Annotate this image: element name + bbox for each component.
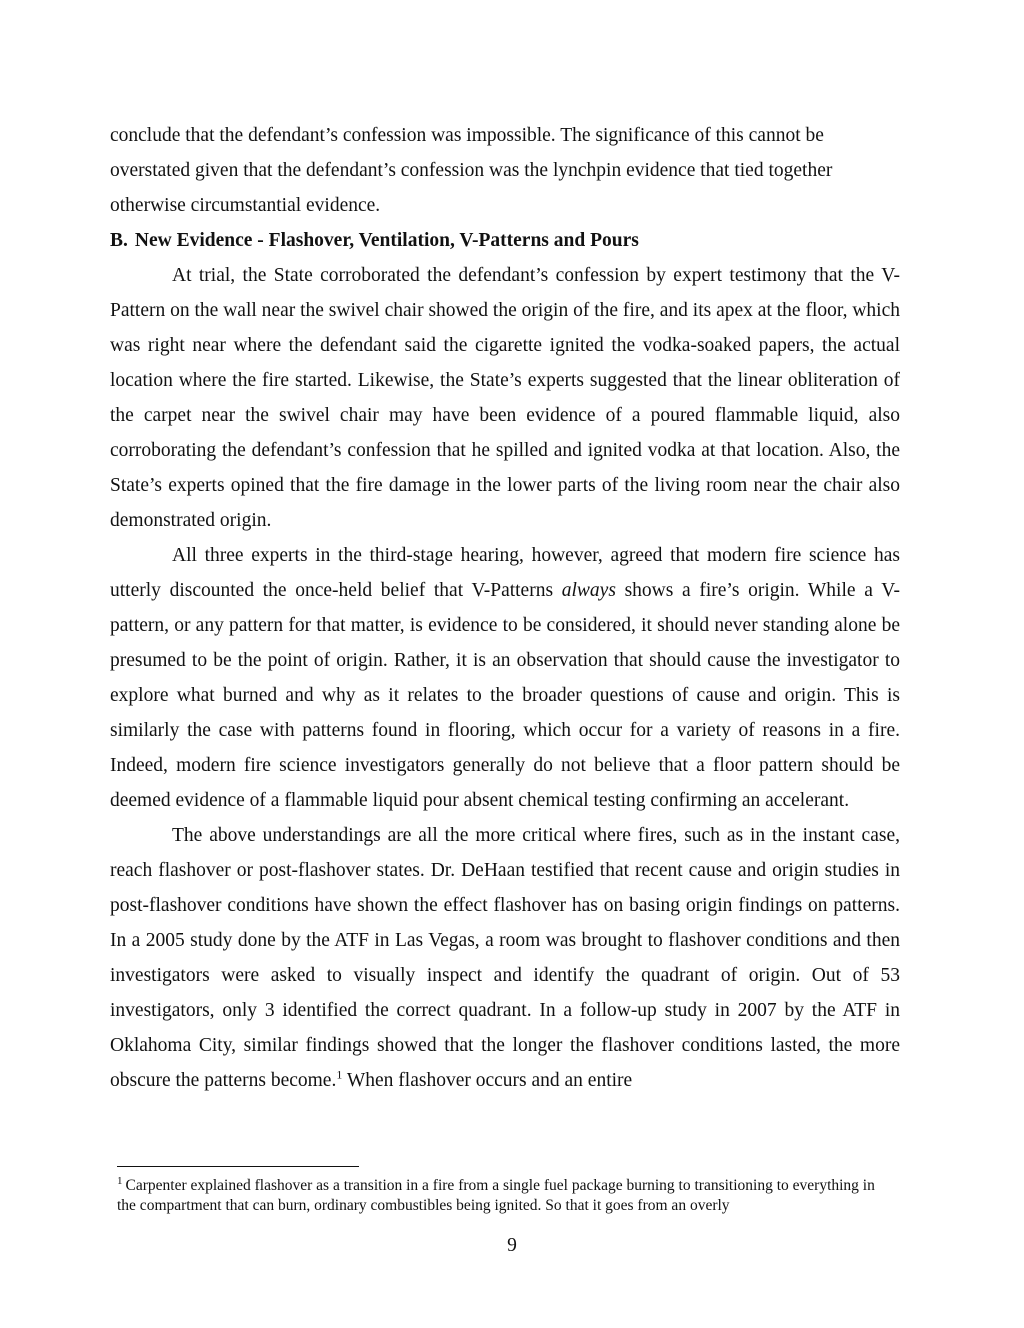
footnote-separator [117,1166,359,1167]
paragraph-flashover [110,818,900,1098]
paragraph-text-part: All three experts in the third-stage hearing, however, agreed that modern fire science has utterly discounted the once-held belief that V-Patterns [110,545,900,601]
paragraph-trial-evidence: At trial, the State corroborated the defendant’s confession by expert testimony that the V-Pattern on the wall near the swivel chair showed the origin of the fire, and its apex at the floor, which was right near where the defendant said the cigarette ignited the vodka-soaked papers, the actual location where the fire started. Likewise, the State’s experts suggested that the linear obliteration of the carpet near the swivel chair may have been evidence of a poured flammable liquid, also corroborating the defendant’s confession that he spilled and ignited vodka at that location. Also, the State’s experts opined that the fire damage in the lower parts of the living room near the chair also demonstrated origin. [110,265,900,531]
footnote-reference[interactable]: 1 [336,1067,343,1082]
paragraph-expert-agreement [110,538,900,818]
section-heading-text: New Evidence - Flashover, Ventilation, V-Patterns and Pours [134,230,639,251]
footnote-text: Carpenter explained flashover as a transition in a fire from a single fuel package burning to transitioning to everything in the compartment that can burn, ordinary combustibles being ignited. So that it goes from an overly [117,1177,875,1214]
body-text [110,118,900,1098]
section-heading [110,223,900,258]
paragraph-text-part: The above understandings are all the more critical where fires, such as in the instant case, reach flashover or post-flashover states. Dr. DeHaan testified that recent cause and origin studies in post-flashover conditions have shown the effect flashover has on basing origin findings on patterns. In a 2005 study done by the ATF in Las Vegas, a room was brought to flashover conditions and then investigators were asked to visually inspect and identify the quadrant of origin. Out of 53 investigators, only 3 identified the correct quadrant. In a follow-up study in 2007 by the ATF in Oklahoma City, similar findings showed that the longer the flashover conditions lasted, the more obscure the patterns become. [110,825,900,1091]
emphasized-word: always [561,580,616,601]
paragraph-text-part: shows a fire’s origin. While a V-pattern, or any pattern for that matter, is evidence to be considered, it should never standing alone be presumed to be the point of origin. Rather, it is an observation that should cause the investigator to explore what burned and why as it relates to the broader questions of cause and origin. This is similarly the case with patterns found in flooring, which occur for a variety of reasons in a fire. Indeed, modern fire science investigators generally do not believe that a floor pattern should be deemed evidence of a flammable liquid pour absent chemical testing confirming an accelerant. [110,580,900,811]
section-heading-letter: B. [110,230,128,251]
footnote [117,1176,897,1216]
footnote-marker: 1 [117,1174,123,1187]
paragraph-continued: conclude that the defendant’s confession was impossible. The significance of this cannot be overstated given that the defendant’s confession was the lynchpin evidence that tied together otherwise circumstantial evidence. [110,125,833,216]
paragraph-text-part: When flashover occurs and an entire [342,1070,633,1091]
page-number: 9 [507,1235,517,1256]
